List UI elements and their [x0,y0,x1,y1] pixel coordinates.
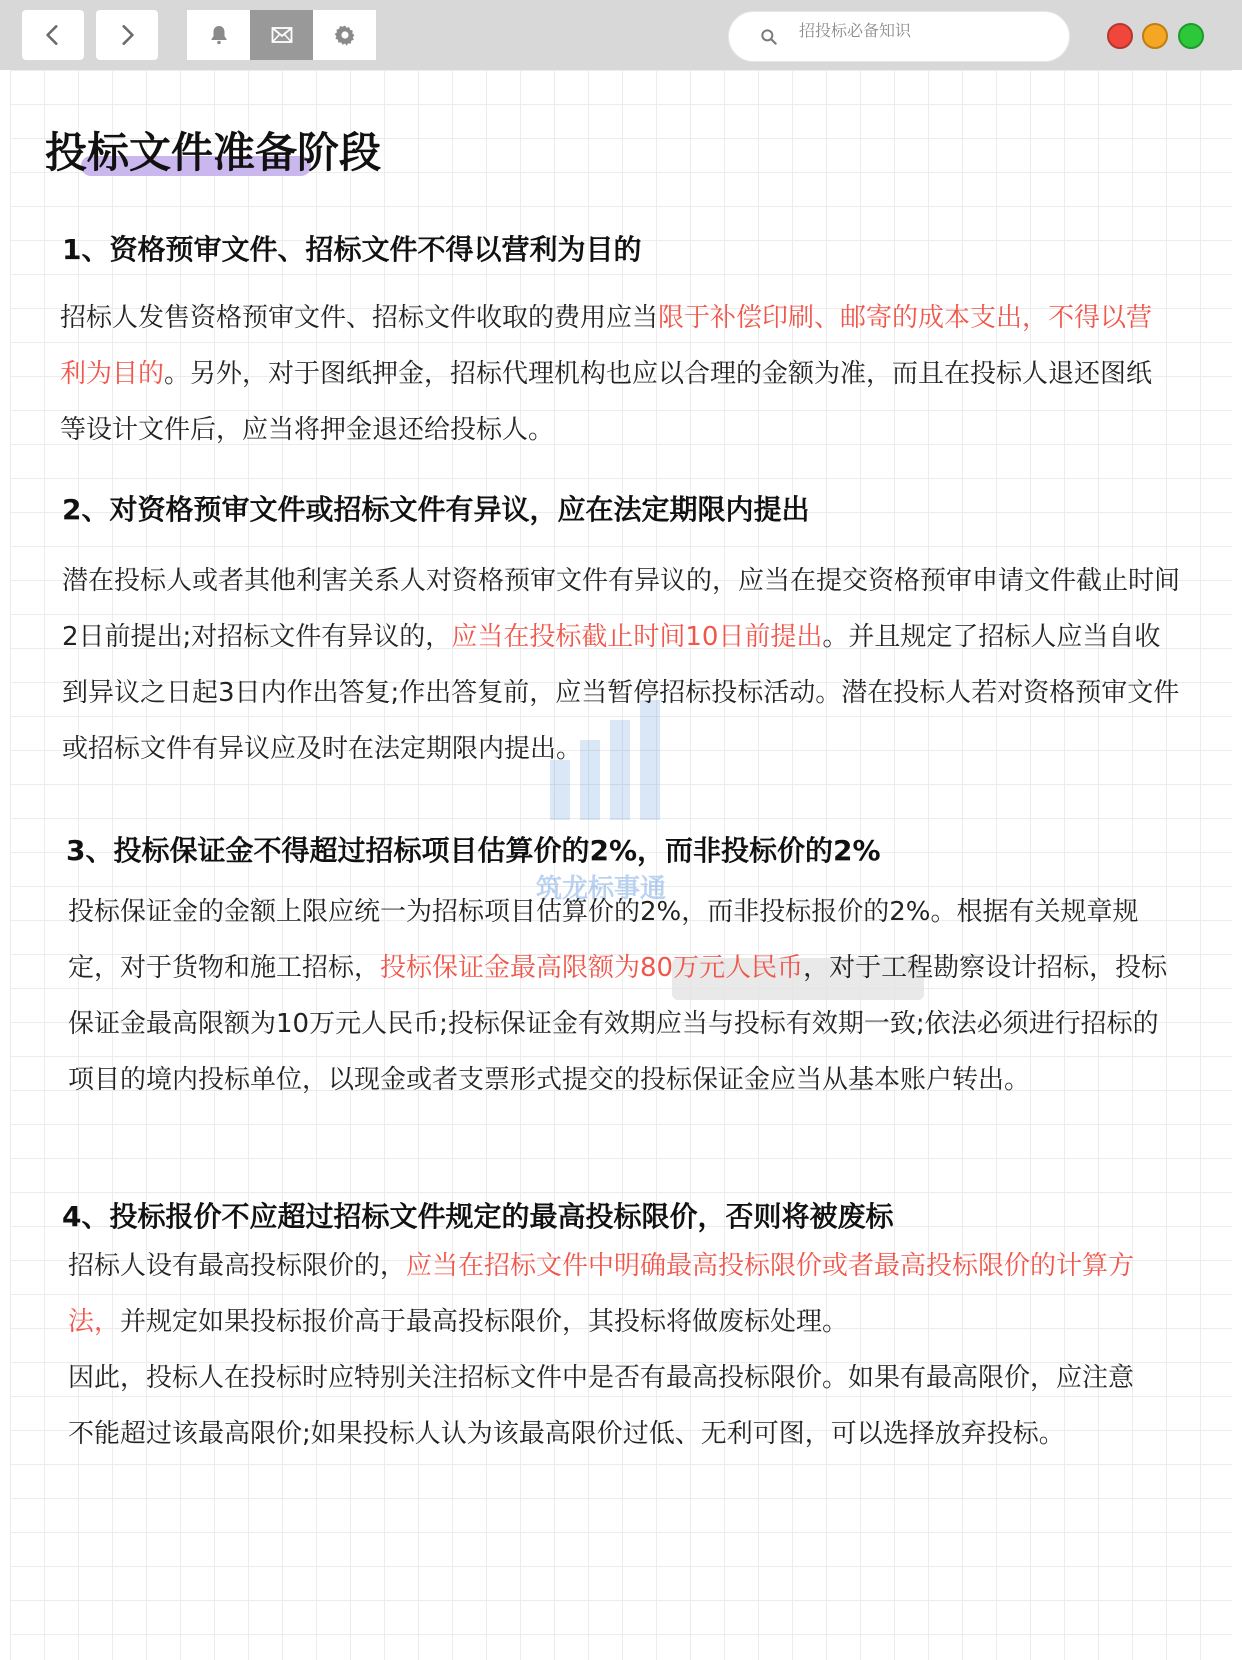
window-maximize-button[interactable] [1178,23,1204,49]
text-run: 招标人发售资格预审文件、招标文件收取的费用应当 [60,303,659,333]
title-block [45,128,381,178]
settings-button[interactable] [313,10,376,60]
text-run: ，对于工程勘察设计招标，投标保证金最高限额为10万元人民币;投标保证金有效期应当与投标有效期一致;依法必须进行招标的项目的境内投标单位，以现金或者支票形式提交的投标保证金应当从基本账户转出。 [68,953,1168,1095]
text-run: 。另外，对于图纸押金，招标代理机构也应以合理的金额为准，而且在投标人退还图纸等设计文件后，应当将押金退还给投标人。 [60,359,1153,445]
page-title: 投标文件准备阶段 [45,128,382,177]
mail-button[interactable] [250,10,313,60]
section-4-paragraph-2: 因此，投标人在投标时应特别关注招标文件中是否有最高投标限价。如果有最高限价，应注意不能超过该最高限价;如果投标人认为该最高限价过低、无利可图，可以选择放弃投标。 [68,1363,1135,1449]
window-minimize-button[interactable] [1142,23,1168,49]
section-4-heading: 4、投标报价不应超过招标文件规定的最高投标限价，否则将被废标 [62,1200,894,1233]
section-2-paragraph [62,553,1180,777]
text-run: 潜在投标人或者其他利害关系人对资格预审文件有异议的，应当在提交资格预审申请文件截止时间2日前提出;对招标文件有异议的， [62,566,1181,652]
search-icon [759,27,779,47]
highlighted-text: 投标保证金最高限额为80万元人民币 [380,953,804,983]
section-3-paragraph [68,884,1176,1108]
text-run: 。并且规定了招标人应当自收到异议之日起3日内作出答复;作出答复前，应当暂停招标投标活动。潜在投标人若对资格预审文件或招标文件有异议应及时在法定期限内提出。 [62,622,1180,764]
section-2-heading: 2、对资格预审文件或招标文件有异议，应在法定期限内提出 [62,493,810,526]
watermark-text: 筑龙标事通 [536,874,667,904]
gear-icon [333,23,357,47]
text-run: 招标人设有最高投标限价的， [68,1251,407,1281]
text-run: 投标保证金的金额上限应统一为招标项目估算价的2%，而非投标报价的2%。根据有关规章规定，对于货物和施工招标， [68,897,1139,983]
window-close-button[interactable] [1107,23,1133,49]
notifications-button[interactable] [187,10,250,60]
search-box[interactable] [728,11,1070,62]
forward-button[interactable] [96,10,158,60]
text-run: 并规定如果投标报价高于最高投标限价，其投标将做废标处理。 [120,1307,849,1337]
section-4-paragraph [68,1238,1148,1350]
highlighted-text: 应当在投标截止时间10日前提出 [451,622,823,652]
search-placeholder: 招投标必备知识 [799,21,912,40]
mail-icon [270,23,294,47]
section-1-heading: 1、资格预审文件、招标文件不得以营利为目的 [62,233,642,266]
bell-icon [207,23,231,47]
top-toolbar [0,0,1242,70]
toolbar-tab-group [187,10,376,60]
highlighted-text: 应当在招标文件中明确最高投标限价或者最高投标限价的计算方法， [68,1251,1135,1337]
section-3-heading: 3、投标保证金不得超过招标项目估算价的2%，而非投标价的2% [66,834,881,867]
back-button[interactable] [22,10,84,60]
chevron-right-icon [114,22,140,48]
section-1-paragraph [60,290,1155,458]
highlighted-text: 限于补偿印刷、邮寄的成本支出，不得以营利为目的 [60,303,1153,389]
chevron-left-icon [40,22,66,48]
